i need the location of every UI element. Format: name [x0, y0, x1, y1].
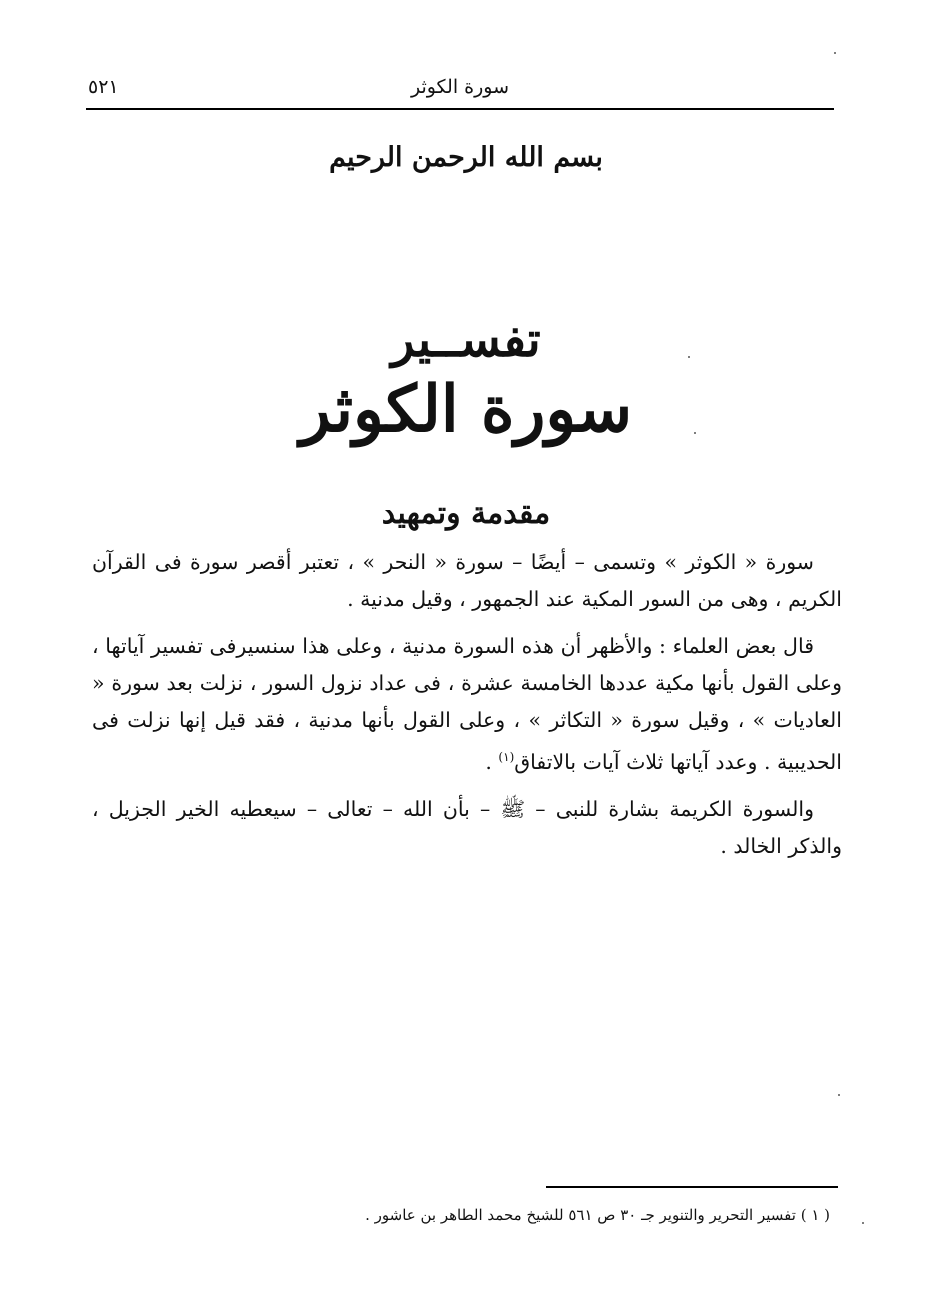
title-surah-name: سورة الكوثر	[299, 372, 633, 447]
paragraph-2: قال بعض العلماء : والأظهر أن هذه السورة مدنية ، وعلى هذا سنسيرفى تفسير آياتها ، وعلى القول بأنها مكية عددها الخامسة عشرة ، فى عداد نزول السور ، نزلت بعد سورة « العاديات » ، وقيل سورة « التكاثر » ، وعلى القول بأنها مدنية ، فقد قيل إنها نزلت فى الحديبية . وعدد آياتها ثلاث آيات بالاتفاق$^{(١)}$ .	[92, 634, 842, 774]
page-number: ٥٢١	[88, 76, 119, 98]
scan-speck	[862, 1222, 864, 1224]
footnote: ( ١ ) تفسير التحرير والتنوير جـ ٣٠ ص ٥٦١ للشيخ محمد الطاهر بن عاشور .	[365, 1206, 830, 1224]
paragraph-1: سورة « الكوثر » وتسمى – أيضًا – سورة « النحر » ، تعتبر أقصر سورة فى القرآن الكريم ، وهى من السور المكية عند الجمهور ، وقيل مدنية .	[92, 550, 842, 611]
scan-speck	[694, 432, 696, 434]
title-tafsir: تفســير	[391, 312, 541, 368]
section-heading: مقدمة وتمهيد	[381, 496, 551, 531]
scan-speck	[834, 52, 836, 54]
body-text	[92, 544, 842, 875]
scan-speck	[838, 1094, 840, 1096]
scan-speck	[688, 356, 690, 358]
running-header	[86, 70, 834, 106]
header-rule	[86, 108, 834, 110]
paragraph-3: والسورة الكريمة بشارة للنبى – ﷺ – بأن الله – تعالى – سيعطيه الخير الجزيل ، والذكر الخالد .	[92, 796, 842, 858]
footnote-marker: (١)	[498, 750, 515, 764]
paragraph-2-text: قال بعض العلماء : والأظهر أن هذه السورة مدنية ، وعلى هذا سنسيرفى تفسير آياتها ، وعلى القول بأنها مكية عددها الخامسة عشرة ، فى عداد نزول السور ، نزلت بعد سورة « العاديات » ، وقيل سورة « التكاثر » ، وعلى القول بأنها مدنية ، فقد قيل إنها نزلت فى الحديبية . وعدد آياتها ثلاث آيات بالاتفاق	[92, 634, 842, 774]
basmala: بسم الله الرحمن الرحيم	[329, 142, 603, 173]
running-title: سورة الكوثر	[410, 76, 510, 98]
footnote-rule	[546, 1186, 838, 1188]
